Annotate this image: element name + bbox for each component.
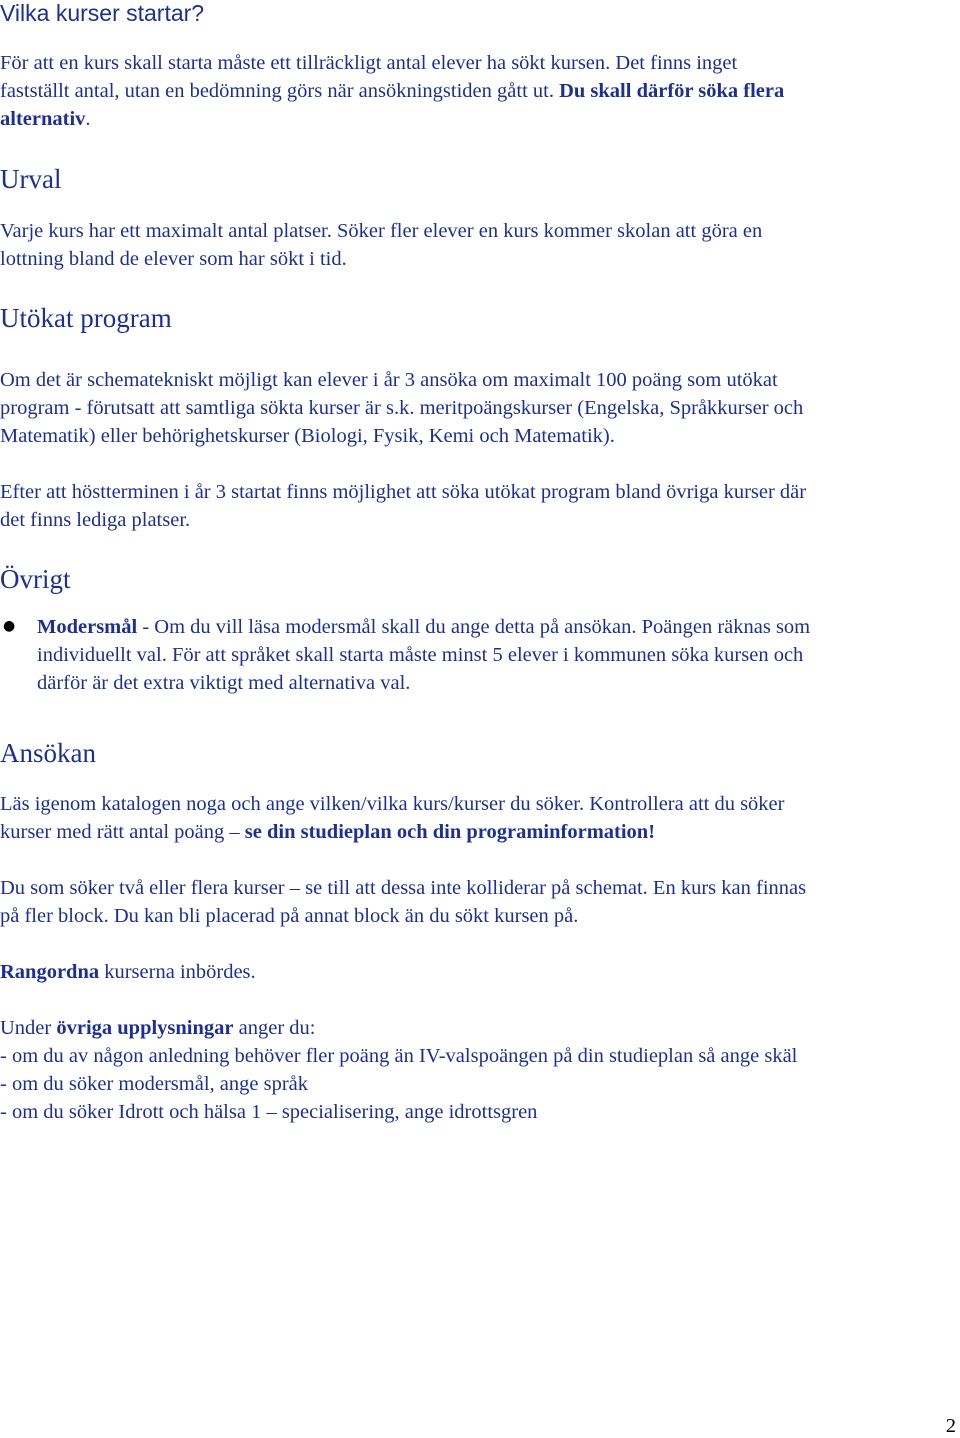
ansokan-p1-line-1: Läs igenom katalogen noga och ange vilken/vilka kurs/kurser du söker. Kontrollera att du söker <box>0 793 785 815</box>
vilka-line-3 <box>0 105 91 133</box>
ovrigt-item-line-3: därför är det extra viktigt med alternativa val. <box>37 672 411 694</box>
ansokan-ovriga-upplysningar: övriga upplysningar <box>56 1017 234 1039</box>
heading-ansokan: Ansökan <box>0 738 96 768</box>
ansokan-p4-text-b: anger du: <box>233 1017 316 1039</box>
ansokan-list-item: - om du söker Idrott och hälsa 1 – specialisering, ange idrottsgren <box>0 1101 538 1123</box>
vilka-emphasis: Du skall därför söka flera <box>559 80 785 102</box>
ansokan-list-item: - om du av någon anledning behöver fler poäng än IV-valspoängen på din studieplan så ange skäl <box>0 1045 798 1067</box>
utokat-p1-line-3: Matematik) eller behörighetskurser (Biologi, Fysik, Kemi och Matematik). <box>0 425 615 447</box>
ansokan-p4-text-a: Under <box>0 1017 57 1039</box>
ovrigt-item-text: - Om du vill läsa modersmål skall du ange detta på ansökan. Poängen räknas som <box>137 616 811 638</box>
ovrigt-item-line-1 <box>37 613 810 641</box>
bullet-icon: ● <box>3 618 16 634</box>
utokat-p2-line-2: det finns lediga platser. <box>0 509 191 531</box>
ansokan-p3-text: kurserna inbördes. <box>99 961 256 983</box>
urval-line-1: Varje kurs har ett maximalt antal platser. Söker fler elever en kurs kommer skolan att göra en <box>0 220 763 242</box>
ansokan-rangordna: Rangordna <box>0 961 100 983</box>
vilka-line-1: För att en kurs skall starta måste ett tillräckligt antal elever ha sökt kursen. Det finns inget <box>0 52 738 74</box>
ansokan-p1-line-2 <box>0 818 655 846</box>
ansokan-p3 <box>0 958 256 986</box>
utokat-p2-line-1: Efter att höstterminen i år 3 startat finns möjlighet att söka utökat program bland övriga kurser där <box>0 481 807 503</box>
ovrigt-item-line-2: individuellt val. För att språket skall starta måste minst 5 elever i kommunen söka kursen och <box>37 644 804 666</box>
ansokan-p4 <box>0 1014 316 1042</box>
ansokan-p2-line-1: Du som söker två eller flera kurser – se till att dessa inte kolliderar på schemat. En kurs kan finnas <box>0 877 807 899</box>
vilka-line-2 <box>0 77 784 105</box>
heading-utokat-program: Utökat program <box>0 303 172 333</box>
ansokan-emphasis: se din studieplan och din programinformation! <box>244 821 656 843</box>
utokat-p1-line-2: program - förutsatt att samtliga sökta kurser är s.k. meritpoängskurser (Engelska, Språkkurser och <box>0 397 804 419</box>
utokat-p1-line-1: Om det är schematekniskt möjligt kan elever i år 3 ansöka om maximalt 100 poäng som utökat <box>0 369 778 391</box>
ovrigt-item-title: Modersmål <box>37 616 138 638</box>
heading-urval: Urval <box>0 164 62 194</box>
heading-vilka-kurser-startar: Vilka kurser startar? <box>0 0 205 26</box>
page-number: 2 <box>945 1415 956 1437</box>
ansokan-list-item: - om du söker modersmål, ange språk <box>0 1073 308 1095</box>
heading-ovrigt: Övrigt <box>0 564 71 594</box>
vilka-emphasis-end: alternativ <box>0 108 86 130</box>
urval-line-2: lottning bland de elever som har sökt i tid. <box>0 248 347 270</box>
vilka-line-3-period: . <box>85 108 91 130</box>
ansokan-p2-line-2: på fler block. Du kan bli placerad på annat block än du sökt kursen på. <box>0 905 579 927</box>
ansokan-p1-line-2-text: kurser med rätt antal poäng – <box>0 821 245 843</box>
vilka-line-2-text: fastställt antal, utan en bedömning görs när ansökningstiden gått ut. <box>0 80 560 102</box>
